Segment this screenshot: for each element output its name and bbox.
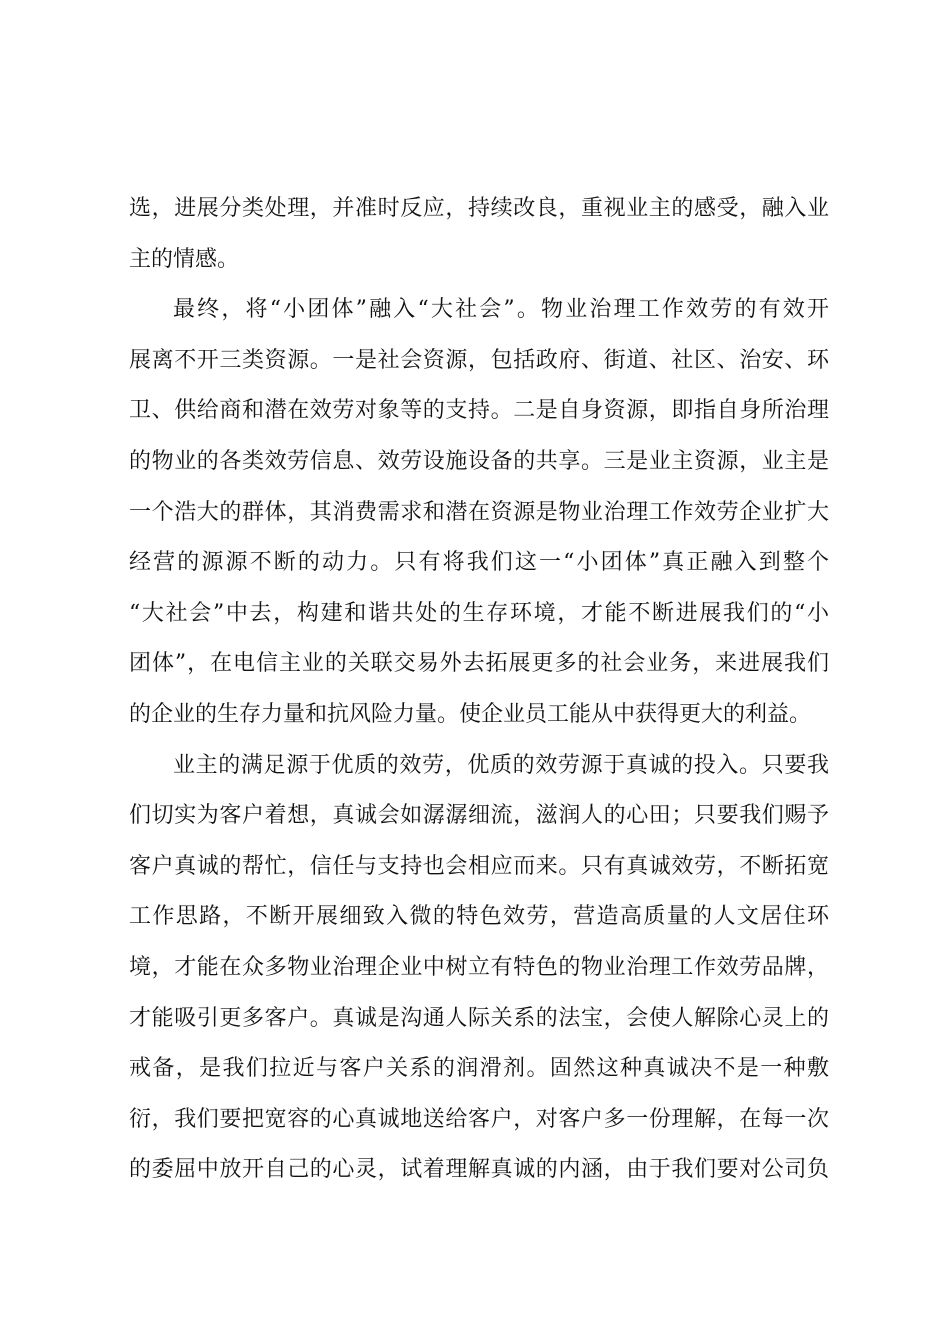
text-line: 工作思路，不断开展细致入微的特色效劳，营造高质量的人文居住环 xyxy=(129,904,829,930)
text-line: “大社会”中去，构建和谐共处的生存环境，才能不断进展我们的“小 xyxy=(129,600,829,626)
text-line: 选，进展分类处理，并准时反应，持续改良，重视业主的感受，融入业 xyxy=(129,196,829,221)
text-line: 戒备，是我们拉近与客户关系的润滑剂。固然这种真诚决不是一种敷 xyxy=(129,1056,829,1082)
text-line: 团体”，在电信主业的关联交易外去拓展更多的社会业务，来进展我们 xyxy=(129,651,829,677)
text-line: 的物业的各类效劳信息、效劳设施设备的共享。三是业主资源，业主是 xyxy=(129,448,829,474)
text-line: 才能吸引更多客户。真诚是沟通人际关系的法宝，会使人解除心灵上的 xyxy=(129,1005,829,1031)
text-line: 们切实为客户着想，真诚会如潺潺细流，滋润人的心田；只要我们赐予 xyxy=(129,803,829,829)
text-line: 业主的满足源于优质的效劳，优质的效劳源于真诚的投入。只要我 xyxy=(173,752,829,778)
text-line: 卫、供给商和潜在效劳对象等的支持。二是自身资源，即指自身所治理 xyxy=(129,398,829,424)
text-line: 客户真诚的帮忙，信任与支持也会相应而来。只有真诚效劳，不断拓宽 xyxy=(129,853,829,879)
text-line: 的企业的生存力量和抗风险力量。使企业员工能从中获得更大的利益。 xyxy=(129,701,812,727)
text-line: 境，才能在众多物业治理企业中树立有特色的物业治理工作效劳品牌， xyxy=(129,954,829,980)
text-line: 展离不开三类资源。一是社会资源，包括政府、街道、社区、治安、环 xyxy=(129,347,829,373)
text-line: 主的情感。 xyxy=(129,246,240,272)
text-line: 一个浩大的群体，其消费需求和潜在资源是物业治理工作效劳企业扩大 xyxy=(129,499,829,525)
document-body xyxy=(129,184,829,1196)
text-line: 衍，我们要把宽容的心真诚地送给客户，对客户多一份理解，在每一次 xyxy=(129,1106,829,1132)
text-line: 的委屈中放开自己的心灵，试着理解真诚的内涵，由于我们要对公司负 xyxy=(129,1157,829,1183)
text-line: 最终，将“小团体”融入“大社会”。物业治理工作效劳的有效开 xyxy=(173,297,829,323)
text-line: 经营的源源不断的动力。只有将我们这一“小团体”真正融入到整个 xyxy=(129,550,829,576)
